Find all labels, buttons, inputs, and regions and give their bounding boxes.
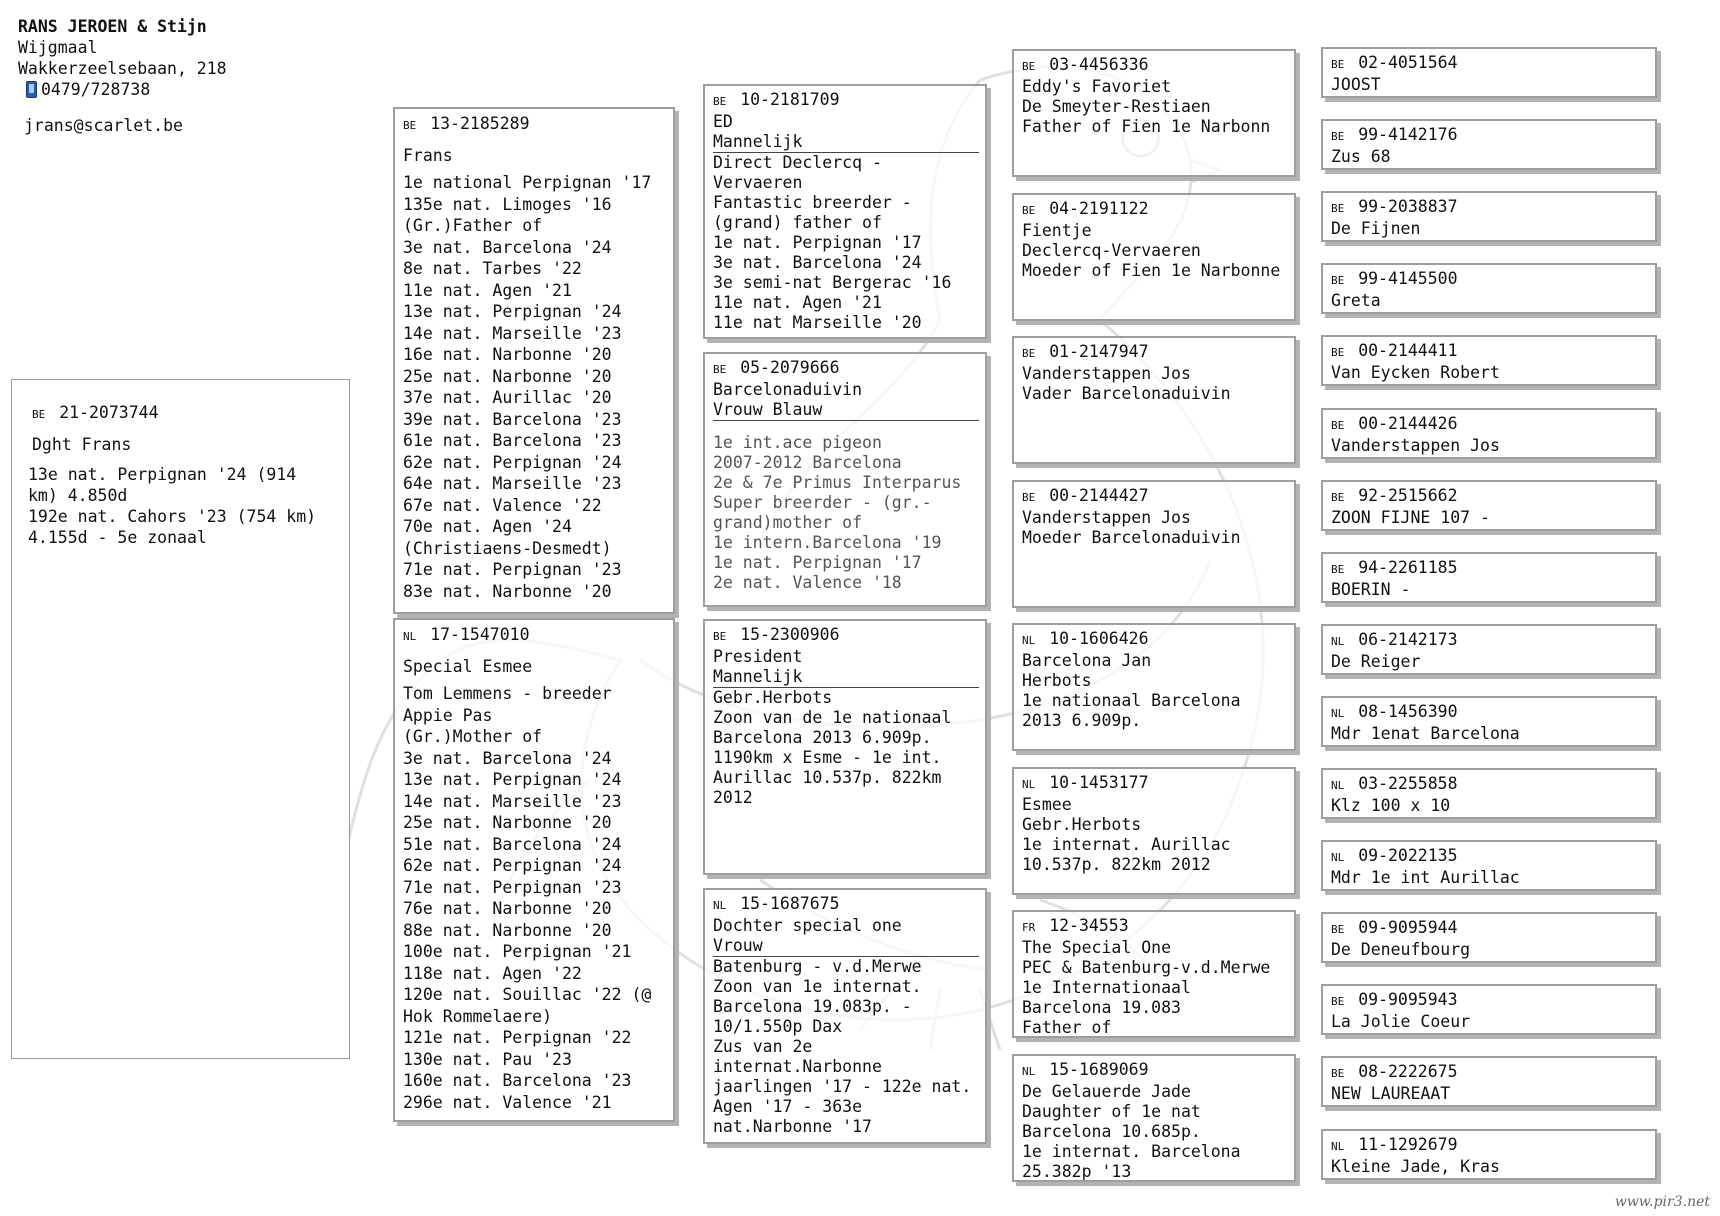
pedigree-line: Daughter of 1e nat bbox=[1022, 1101, 1201, 1121]
pedigree-line: De Smeyter-Restiaen bbox=[1022, 97, 1211, 116]
pedigree-line: 64e nat. Marseille '23 bbox=[403, 474, 622, 493]
gen4-card-16: NL 11-1292679 Kleine Jade, Kras bbox=[1321, 1129, 1657, 1180]
pigeon-name: Mdr 1enat Barcelona bbox=[1331, 723, 1520, 743]
pigeon-name: De Deneufbourg bbox=[1331, 940, 1471, 960]
pedigree-line: 51e nat. Barcelona '24 bbox=[403, 834, 622, 854]
pigeon-name: Van Eycken Robert bbox=[1331, 363, 1500, 383]
pigeon-name: JOOST bbox=[1331, 75, 1381, 94]
pedigree-line: 71e nat. Perpignan '23 bbox=[403, 560, 622, 579]
pedigree-line: Zoon van de 1e nationaal bbox=[713, 708, 952, 727]
subject-country: BE bbox=[32, 408, 46, 421]
pedigree-line: (Christiaens-Desmedt) bbox=[403, 538, 612, 558]
pedigree-line: Moeder of Fien 1e Narbonne bbox=[1022, 260, 1281, 280]
pedigree-line: PEC & Batenburg-v.d.Merwe bbox=[1022, 958, 1271, 977]
pedigree-line: 62e nat. Perpignan '24 bbox=[403, 856, 622, 875]
subject-card: BE 21-2073744 Dght Frans 13e nat. Perpignan '24 (914 km) 4.850d 192e nat. Cahors '23 (754 km) 4.155d - 5e zonaal bbox=[11, 379, 350, 1059]
gen2-card-2: BE 05-2079666 Barcelonaduivin Vrouw Blauw 1e int.ace pigeon 2007-2012 Barcelona 2e & 7e Primus Interparus Super breerder - (gr.- grand)mother of 1e intern.Barcelona '19 1e nat. Perpignan '17 2e nat. Valence '18 bbox=[703, 352, 987, 607]
pedigree-line: 14e nat. Marseille '23 bbox=[403, 791, 622, 811]
gen3-card-4: BE 00-2144427 Vanderstappen Jos Moeder Barcelonaduivin bbox=[1012, 480, 1296, 608]
gen4-card-1: BE 02-4051564 JOOST bbox=[1321, 47, 1657, 98]
pedigree-line: Father of Fien 1e Narbonn bbox=[1022, 117, 1271, 136]
pedigree-line: (grand) father of bbox=[713, 213, 882, 232]
pedigree-line: Gebr.Herbots bbox=[1022, 814, 1142, 834]
gen4-card-12: NL 09-2022135 Mdr 1e int Aurillac bbox=[1321, 840, 1657, 891]
pedigree-line: 2e & 7e Primus Interparus bbox=[713, 473, 962, 492]
owner-name: RANS JEROEN & Stijn bbox=[18, 17, 207, 36]
gen3-card-1: BE 03-4456336 Eddy's Favoriet De Smeyter-Restiaen Father of Fien 1e Narbonn bbox=[1012, 49, 1296, 177]
pedigree-line: nat.Narbonne '17 bbox=[713, 1117, 872, 1136]
pedigree-line: 25e nat. Narbonne '20 bbox=[403, 366, 612, 386]
owner-phone: 0479/728738 bbox=[41, 80, 151, 99]
gen3-card-6: NL 10-1453177 Esmee Gebr.Herbots 1e internat. Aurillac 10.537p. 822km 2012 bbox=[1012, 767, 1296, 895]
pedigree-line: 2013 6.909p. bbox=[1022, 711, 1142, 730]
gen3-card-8: NL 15-1689069 De Gelauerde Jade Daughter of 1e nat Barcelona 10.685p. 1e internat. Barcelona 25.382p '13 bbox=[1012, 1054, 1296, 1182]
pedigree-line: 3e semi-nat Bergerac '16 bbox=[713, 273, 952, 292]
pedigree-line: Barcelona 19.083p. - bbox=[713, 997, 912, 1016]
pedigree-line: Vader Barcelonaduivin bbox=[1022, 384, 1231, 403]
gen4-card-8: BE 94-2261185 BOERIN - bbox=[1321, 552, 1657, 603]
pedigree-line: 14e nat. Marseille '23 bbox=[403, 323, 622, 343]
gen4-card-15: BE 08-2222675 NEW LAUREAAT bbox=[1321, 1056, 1657, 1107]
pedigree-line: Fientje bbox=[1022, 220, 1092, 240]
pedigree-line: 296e nat. Valence '21 bbox=[403, 1092, 612, 1112]
gen4-card-2: BE 99-4142176 Zus 68 bbox=[1321, 119, 1657, 170]
pedigree-line: Agen '17 - 363e bbox=[713, 1097, 863, 1116]
pedigree-line: 2012 bbox=[713, 788, 753, 807]
gen3-card-2: BE 04-2191122 Fientje Declercq-Vervaeren Moeder of Fien 1e Narbonne bbox=[1012, 193, 1296, 321]
pedigree-line: 37e nat. Aurillac '20 bbox=[403, 388, 612, 407]
pigeon-name: La Jolie Coeur bbox=[1331, 1012, 1471, 1032]
pedigree-line: 11e nat Marseille '20 bbox=[713, 313, 922, 332]
pedigree-line: 13e nat. Perpignan '24 bbox=[403, 302, 622, 321]
pedigree-line: 16e nat. Narbonne '20 bbox=[403, 345, 612, 364]
gen2-card-3: BE 15-2300906 President Mannelijk Gebr.Herbots Zoon van de 1e nationaal Barcelona 2013 6.909p. 1190km x Esme - 1e int. Aurillac 10.537p. 822km 2012 bbox=[703, 619, 987, 875]
pedigree-line: Esmee bbox=[1022, 794, 1072, 814]
pedigree-line: 10.537p. 822km 2012 bbox=[1022, 854, 1211, 874]
pedigree-line: 70e nat. Agen '24 bbox=[403, 517, 572, 536]
pedigree-line: Tom Lemmens - breeder bbox=[403, 684, 612, 703]
pedigree-line: 13e nat. Perpignan '24 bbox=[403, 770, 622, 789]
pedigree-line: 25e nat. Narbonne '20 bbox=[403, 813, 612, 832]
pedigree-line: 1e internat. Barcelona bbox=[1022, 1141, 1241, 1161]
pigeon-name: Klz 100 x 10 bbox=[1331, 796, 1451, 815]
pedigree-line: 88e nat. Narbonne '20 bbox=[403, 920, 612, 940]
pigeon-name: De Reiger bbox=[1331, 651, 1421, 671]
pedigree-line: 67e nat. Valence '22 bbox=[403, 495, 602, 515]
pedigree-line: Barcelona 19.083 bbox=[1022, 998, 1181, 1017]
pigeon-name: Greta bbox=[1331, 291, 1381, 311]
pedigree-line: Barcelona 10.685p. bbox=[1022, 1121, 1201, 1141]
pigeon-name: ZOON FIJNE 107 - bbox=[1331, 507, 1490, 527]
gen4-card-11: NL 03-2255858 Klz 100 x 10 bbox=[1321, 768, 1657, 819]
pedigree-line: Barcelona 2013 6.909p. bbox=[713, 728, 932, 747]
pedigree-line: 1190km x Esme - 1e int. bbox=[713, 748, 942, 767]
pedigree-line: Herbots bbox=[1022, 671, 1092, 690]
pedigree-line: Barcelona Jan bbox=[1022, 651, 1152, 670]
owner-street: Wakkerzeelsebaan, 218 bbox=[18, 59, 227, 78]
pedigree-line: Super breerder - (gr.- bbox=[713, 493, 932, 512]
pedigree-line: 62e nat. Perpignan '24 bbox=[403, 452, 622, 472]
pedigree-line: 71e nat. Perpignan '23 bbox=[403, 877, 622, 897]
gen2-card-4: NL 15-1687675 Dochter special one Vrouw Batenburg - v.d.Merwe Zoon van 1e internat. Barcelona 19.083p. - 10/1.550p Dax Zus van 2e internat.Narbonne jaarlingen '17 - 122e nat. Agen '17 - 363e nat.Narbonne '17 bbox=[703, 888, 987, 1144]
gen3-card-7: FR 12-34553 The Special One PEC & Batenburg-v.d.Merwe 1e Internationaal Barcelona 19.083 Father of bbox=[1012, 910, 1296, 1038]
pigeon-name: Mdr 1e int Aurillac bbox=[1331, 868, 1520, 888]
subject-ring: BE 21-2073744 bbox=[32, 403, 159, 422]
pedigree-line: 1e national Perpignan '17 bbox=[403, 173, 652, 192]
pedigree-line: Declercq-Vervaeren bbox=[1022, 240, 1201, 260]
gen3-card-3: BE 01-2147947 Vanderstappen Jos Vader Barcelonaduivin bbox=[1012, 336, 1296, 464]
pedigree-line: Batenburg - v.d.Merwe bbox=[713, 957, 922, 976]
pedigree-line: 61e nat. Barcelona '23 bbox=[403, 431, 622, 450]
sire-ring: BE 13-2185289 bbox=[403, 114, 530, 133]
pigeon-name: Zus 68 bbox=[1331, 147, 1391, 167]
pigeon-name: NEW LAUREAAT bbox=[1331, 1084, 1451, 1104]
pedigree-line: 3e nat. Barcelona '24 bbox=[403, 748, 612, 768]
pedigree-line: 100e nat. Perpignan '21 bbox=[403, 942, 632, 961]
sire-card bbox=[393, 107, 675, 614]
pedigree-line: 3e nat. Barcelona '24 bbox=[713, 253, 922, 272]
pedigree-line: Father of bbox=[1022, 1018, 1112, 1037]
dam-ring: NL 17-1547010 bbox=[403, 625, 530, 644]
pigeon-name: Vanderstappen Jos bbox=[1331, 435, 1500, 455]
pedigree-line: Direct Declercq - bbox=[713, 153, 882, 172]
pedigree-line: De Gelauerde Jade bbox=[1022, 1081, 1191, 1101]
pedigree-line: 10/1.550p Dax bbox=[713, 1017, 843, 1036]
pigeon-name: Kleine Jade, Kras bbox=[1331, 1156, 1500, 1176]
gen4-card-7: BE 92-2515662 ZOON FIJNE 107 - bbox=[1321, 480, 1657, 531]
pedigree-line: Fantastic breerder - bbox=[713, 193, 912, 212]
gen4-card-4: BE 99-4145500 Greta bbox=[1321, 263, 1657, 314]
owner-info bbox=[18, 16, 227, 136]
sire-name: Frans bbox=[403, 145, 453, 165]
pedigree-line: 1e nat. Perpignan '17 bbox=[713, 233, 922, 252]
pedigree-line: 2007-2012 Barcelona bbox=[713, 453, 902, 472]
pedigree-line: 1e nat. Perpignan '17 bbox=[713, 553, 922, 572]
pedigree-line: internat.Narbonne bbox=[713, 1057, 882, 1076]
pedigree-line: Appie Pas bbox=[403, 705, 493, 725]
owner-phone-row bbox=[18, 79, 227, 100]
dam-lines bbox=[403, 683, 667, 1113]
pedigree-line: Vervaeren bbox=[713, 173, 803, 192]
pedigree-line: (Gr.)Mother of bbox=[403, 727, 543, 746]
pedigree-line: The Special One bbox=[1022, 938, 1172, 957]
gen3-card-5: NL 10-1606426 Barcelona Jan Herbots 1e nationaal Barcelona 2013 6.909p. bbox=[1012, 623, 1296, 751]
pedigree-line: 160e nat. Barcelona '23 bbox=[403, 1071, 632, 1090]
gen4-card-13: BE 09-9095944 De Deneufbourg bbox=[1321, 912, 1657, 963]
pedigree-line: 120e nat. Souillac '22 (@ bbox=[403, 985, 652, 1004]
dam-card bbox=[393, 618, 675, 1122]
subject-name: Dght Frans bbox=[32, 435, 132, 454]
pedigree-line: 39e nat. Barcelona '23 bbox=[403, 409, 622, 429]
pedigree-line: 130e nat. Pau '23 bbox=[403, 1049, 572, 1069]
pedigree-line: 83e nat. Narbonne '20 bbox=[403, 581, 612, 601]
gen4-card-14: BE 09-9095943 La Jolie Coeur bbox=[1321, 984, 1657, 1035]
gen4-card-9: NL 06-2142173 De Reiger bbox=[1321, 624, 1657, 675]
pedigree-line: Eddy's Favoriet bbox=[1022, 77, 1172, 96]
pedigree-line: 25.382p '13 bbox=[1022, 1161, 1132, 1181]
pedigree-line: 121e nat. Perpignan '22 bbox=[403, 1028, 632, 1047]
pedigree-line: 2e nat. Valence '18 bbox=[713, 573, 902, 592]
phone-icon bbox=[26, 81, 37, 98]
pedigree-line: Vanderstappen Jos bbox=[1022, 507, 1191, 527]
pedigree-line: 1e internat. Aurillac bbox=[1022, 834, 1231, 854]
pedigree-line: 1e intern.Barcelona '19 bbox=[713, 533, 942, 552]
gen4-card-6: BE 00-2144426 Vanderstappen Jos bbox=[1321, 408, 1657, 459]
pigeon-name: BOERIN - bbox=[1331, 579, 1411, 599]
pedigree-line: 1e nationaal Barcelona bbox=[1022, 691, 1241, 710]
owner-city: Wijgmaal bbox=[18, 38, 98, 57]
gen4-card-5: BE 00-2144411 Van Eycken Robert bbox=[1321, 335, 1657, 386]
pedigree-line: 3e nat. Barcelona '24 bbox=[403, 237, 612, 257]
dam-name: Special Esmee bbox=[403, 656, 533, 676]
pedigree-line: 76e nat. Narbonne '20 bbox=[403, 899, 612, 918]
website-credit: www.pir3.net bbox=[1614, 1194, 1710, 1210]
pedigree-line: Gebr.Herbots bbox=[713, 688, 833, 707]
pedigree-line: 1e Internationaal bbox=[1022, 978, 1191, 997]
pedigree-line: Zus van 2e bbox=[713, 1037, 813, 1056]
pedigree-line: grand)mother of bbox=[713, 513, 863, 532]
pedigree-line: 11e nat. Agen '21 bbox=[713, 293, 882, 312]
gen4-card-10: NL 08-1456390 Mdr 1enat Barcelona bbox=[1321, 696, 1657, 747]
gen4-card-3: BE 99-2038837 De Fijnen bbox=[1321, 191, 1657, 242]
pigeon-name: De Fijnen bbox=[1331, 219, 1421, 239]
pedigree-line: Zoon van 1e internat. bbox=[713, 977, 922, 996]
pedigree-line: Moeder Barcelonaduivin bbox=[1022, 527, 1241, 547]
pedigree-line: 11e nat. Agen '21 bbox=[403, 280, 572, 300]
pedigree-line: Vanderstappen Jos bbox=[1022, 364, 1191, 383]
pedigree-line: 118e nat. Agen '22 bbox=[403, 963, 582, 983]
gen2-card-1: BE 10-2181709 ED Mannelijk Direct Declercq - Vervaeren Fantastic breerder - (grand) father of 1e nat. Perpignan '17 3e nat. Barcelona '24 3e semi-nat Bergerac '16 11e nat. Agen '21 11e nat Marseille '20 bbox=[703, 84, 987, 339]
owner-email: jrans@scarlet.be bbox=[24, 116, 183, 135]
pedigree-line: 135e nat. Limoges '16 bbox=[403, 194, 612, 214]
pedigree-line: Aurillac 10.537p. 822km bbox=[713, 768, 942, 787]
sire-lines bbox=[403, 172, 667, 602]
pedigree-line: 1e int.ace pigeon bbox=[713, 433, 882, 452]
pedigree-line: Hok Rommelaere) bbox=[403, 1006, 553, 1026]
pedigree-line: 8e nat. Tarbes '22 bbox=[403, 259, 582, 278]
pedigree-line: (Gr.)Father of bbox=[403, 216, 543, 235]
pedigree-line: jaarlingen '17 - 122e nat. bbox=[713, 1077, 972, 1096]
